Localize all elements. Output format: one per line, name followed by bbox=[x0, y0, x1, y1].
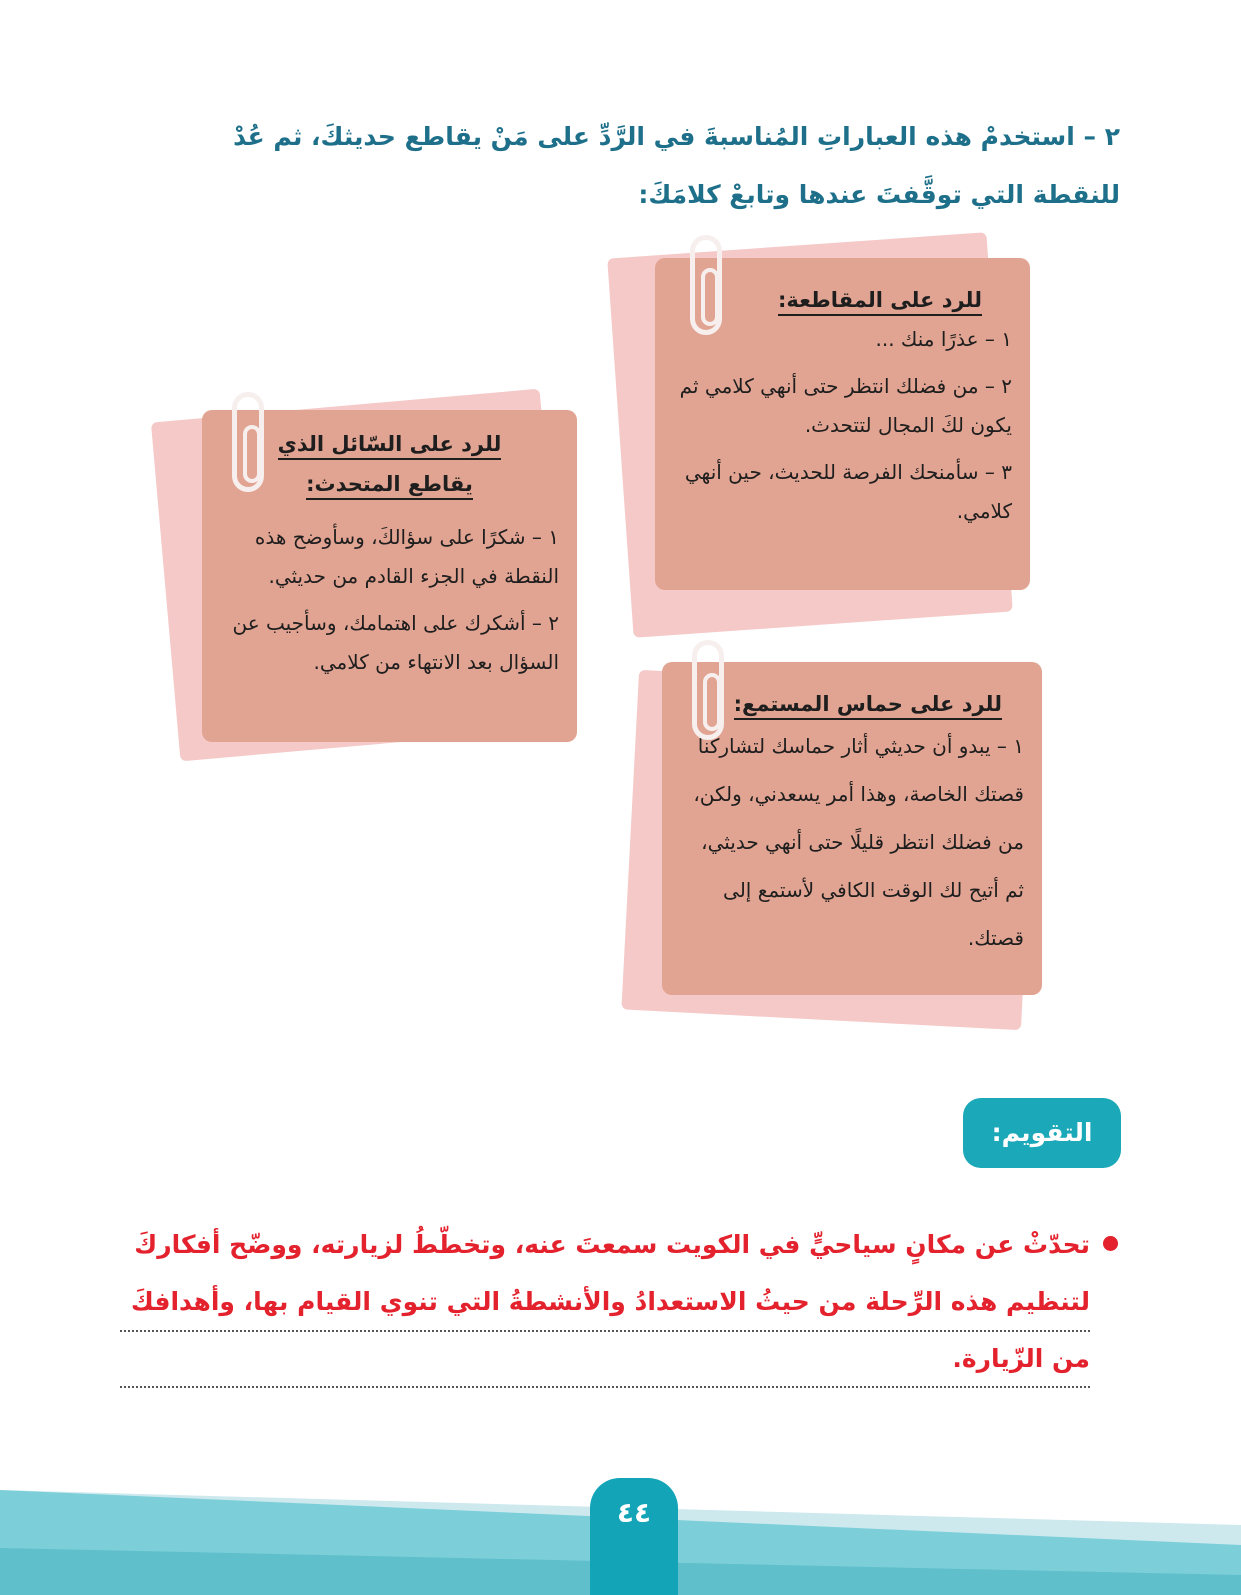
paperclip-icon bbox=[692, 640, 724, 740]
answer-line[interactable] bbox=[120, 1330, 1090, 1332]
note-item: ١ – عذرًا منك ... bbox=[875, 327, 1012, 351]
paperclip-icon bbox=[690, 235, 722, 335]
note-title: للرد على السّائل الذي bbox=[220, 424, 559, 464]
evaluation-label: التقويم: bbox=[963, 1098, 1121, 1168]
note-item: ١ – شكرًا على سؤالكَ، وسأوضح هذه النقطة في الجزء القادم من حديثي. bbox=[254, 525, 559, 588]
page-number: ٤٤ bbox=[590, 1478, 678, 1595]
note-item: ٣ – سأمنحك الفرصة للحديث، حين أنهي كلامي. bbox=[684, 460, 1012, 523]
note-title: يقاطع المتحدث: bbox=[220, 464, 559, 504]
evaluation-task: تحدّثْ عن مكانٍ سياحيٍّ في الكويت سمعتَ عنه، وتخطّطُ لزيارته، ووضّح أفكاركَ لتنظيم هذه الرِّحلة من حيثُ الاستعدادُ والأنشطةُ التي تنوي القيام بها، وأهدافكَ من الزّيارة. bbox=[130, 1230, 1090, 1373]
bullet-icon bbox=[1103, 1236, 1118, 1251]
note-item: ٢ – أشكرك على اهتمامك، وسأجيب عن السؤال بعد الانتهاء من كلامي. bbox=[232, 611, 559, 674]
answer-line[interactable] bbox=[120, 1386, 1090, 1388]
note-title: للرد على حماس المستمع: bbox=[680, 686, 1002, 722]
note-item: ٢ – من فضلك انتظر حتى أنهي كلامي ثم يكون لكَ المجال لتتحدث. bbox=[679, 374, 1012, 437]
paperclip-icon bbox=[232, 392, 264, 492]
exercise-instruction: ٢ – استخدمْ هذه العباراتِ المُناسبةَ في الرَّدِّ على مَنْ يقاطع حديثكَ، ثم عُدْ للنقطة التي توقَّفتَ عندها وتابعْ كلامَكَ: bbox=[233, 122, 1120, 209]
note-title: للرد على المقاطعة: bbox=[673, 280, 982, 320]
note-item: ١ – يبدو أن حديثي أثار حماسك لتشاركنا قصتك الخاصة، وهذا أمر يسعدني، ولكن، من فضلك انتظر قليلًا حتى أنهي حديثي، ثم أتيح لك الوقت الكافي لأستمع إلى قصتك. bbox=[693, 734, 1024, 950]
